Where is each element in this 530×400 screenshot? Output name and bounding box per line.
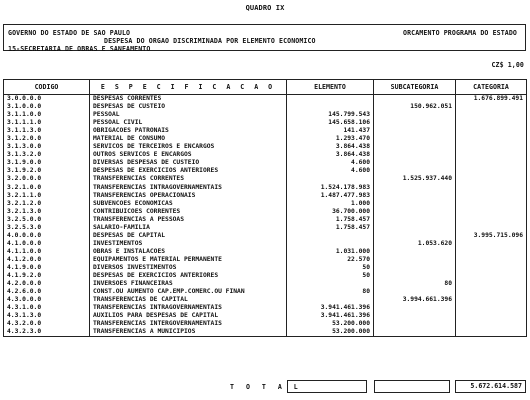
row-code: 4.3.1.3.0 (4, 312, 90, 320)
row-description: SUBVENCOES ECONOMICAS (90, 200, 287, 208)
row-elemento: 36.700.000 (287, 208, 374, 216)
row-code: 4.1.0.0.0 (4, 240, 90, 248)
row-description: TRANSFERENCIAS INTERGOVERNAMENTAIS (90, 320, 287, 328)
total-elemento-box (287, 380, 367, 393)
row-subcategoria (374, 111, 456, 119)
row-description: DESPESAS DE EXERCICIOS ANTERIORES (90, 272, 287, 280)
table-row (4, 216, 527, 224)
row-code: 4.1.2.0.0 (4, 256, 90, 264)
table-row (4, 272, 527, 280)
table-row (4, 95, 527, 104)
row-elemento: 4.600 (287, 167, 374, 175)
row-elemento: 22.570 (287, 256, 374, 264)
row-subcategoria (374, 143, 456, 151)
row-categoria (456, 256, 527, 264)
row-description: DIVERSOS INVESTIMENTOS (90, 264, 287, 272)
row-categoria (456, 240, 527, 248)
row-subcategoria (374, 135, 456, 143)
row-categoria (456, 167, 527, 175)
row-categoria (456, 127, 527, 135)
table-row (4, 143, 527, 151)
row-description: DESPESAS DE CAPITAL (90, 232, 287, 240)
row-code: 3.1.1.3.0 (4, 127, 90, 135)
row-code: 4.1.1.0.0 (4, 248, 90, 256)
row-categoria (456, 200, 527, 208)
row-code: 4.2.6.0.0 (4, 288, 90, 296)
row-elemento (287, 95, 374, 104)
table-body (4, 95, 527, 337)
table-row (4, 103, 527, 111)
column-header-especificacao: E S P E C I F I C A C A O (90, 80, 287, 95)
table-row (4, 248, 527, 256)
row-code: 4.3.2.3.0 (4, 328, 90, 337)
row-description: AUXILIOS PARA DESPESAS DE CAPITAL (90, 312, 287, 320)
table-row (4, 167, 527, 175)
row-description: SERVICOS DE TERCEIROS E ENCARGOS (90, 143, 287, 151)
row-elemento (287, 103, 374, 111)
row-subcategoria: 1.525.937.440 (374, 175, 456, 183)
row-code: 3.1.3.2.0 (4, 151, 90, 159)
row-subcategoria: 1.053.620 (374, 240, 456, 248)
table-header-row (4, 80, 527, 95)
row-subcategoria (374, 167, 456, 175)
row-description: DIVERSAS DESPESAS DE CUSTEIO (90, 159, 287, 167)
row-description: OBRIGACOES PATRONAIS (90, 127, 287, 135)
row-description: OBRAS E INSTALACOES (90, 248, 287, 256)
column-header-elemento: ELEMENTO (287, 80, 374, 95)
table-row (4, 119, 527, 127)
table-row (4, 135, 527, 143)
table-row (4, 320, 527, 328)
row-categoria (456, 216, 527, 224)
row-elemento: 3.864.438 (287, 151, 374, 159)
table-row (4, 192, 527, 200)
row-subcategoria (374, 95, 456, 104)
row-description: TRANSFERENCIAS CORRENTES (90, 175, 287, 183)
row-categoria (456, 264, 527, 272)
row-subcategoria (374, 256, 456, 264)
row-description: DESPESAS DE CUSTEIO (90, 103, 287, 111)
row-elemento (287, 240, 374, 248)
row-elemento: 145.799.543 (287, 111, 374, 119)
row-subcategoria (374, 312, 456, 320)
row-categoria (456, 224, 527, 232)
table-row (4, 224, 527, 232)
row-code: 3.1.2.0.0 (4, 135, 90, 143)
table-row (4, 288, 527, 296)
row-categoria (456, 304, 527, 312)
row-description: TRANSFERENCIAS A PESSOAS (90, 216, 287, 224)
row-elemento: 50 (287, 264, 374, 272)
total-label: T O T A L (230, 383, 302, 391)
row-categoria (456, 103, 527, 111)
row-subcategoria (374, 192, 456, 200)
row-categoria (456, 288, 527, 296)
row-subcategoria (374, 248, 456, 256)
row-code: 3.2.1.2.0 (4, 200, 90, 208)
row-subcategoria (374, 272, 456, 280)
row-description: SALARIO-FAMILIA (90, 224, 287, 232)
row-subcategoria (374, 304, 456, 312)
row-code: 3.0.0.0.0 (4, 95, 90, 104)
row-categoria: 3.995.715.096 (456, 232, 527, 240)
row-code: 3.1.0.0.0 (4, 103, 90, 111)
row-elemento: 1.293.470 (287, 135, 374, 143)
row-categoria (456, 184, 527, 192)
row-description: CONTRIBUICOES CORRENTES (90, 208, 287, 216)
row-subcategoria (374, 119, 456, 127)
row-code: 3.1.1.1.0 (4, 119, 90, 127)
row-categoria (456, 143, 527, 151)
row-description: PESSOAL (90, 111, 287, 119)
row-description: TRANSFERENCIAS A MUNICIPIOS (90, 328, 287, 337)
row-subcategoria: 3.994.661.396 (374, 296, 456, 304)
row-code: 3.1.9.2.0 (4, 167, 90, 175)
table-row (4, 175, 527, 183)
table-row (4, 200, 527, 208)
row-categoria (456, 272, 527, 280)
report-subtitle: DESPESA DO ORGAO DISCRIMINADA POR ELEMENTO ECONOMICO (104, 37, 316, 45)
row-elemento: 53.200.000 (287, 320, 374, 328)
table-row (4, 127, 527, 135)
row-subcategoria (374, 159, 456, 167)
table-row (4, 232, 527, 240)
table-row (4, 264, 527, 272)
row-categoria (456, 111, 527, 119)
row-subcategoria (374, 288, 456, 296)
row-description: TRANSFERENCIAS OPERACIONAIS (90, 192, 287, 200)
row-elemento (287, 280, 374, 288)
row-categoria (456, 151, 527, 159)
secretaria-name: 15-SECRETARIA DE OBRAS E SANEAMENTO (8, 45, 151, 53)
row-code: 3.2.1.0.0 (4, 184, 90, 192)
row-elemento: 145.658.106 (287, 119, 374, 127)
table-row (4, 184, 527, 192)
row-code: 3.2.1.3.0 (4, 208, 90, 216)
table-row (4, 280, 527, 288)
column-header-subcategoria: SUBCATEGORIA (374, 80, 456, 95)
row-description: INVESTIMENTOS (90, 240, 287, 248)
row-subcategoria (374, 232, 456, 240)
table-row (4, 208, 527, 216)
table-row (4, 151, 527, 159)
row-code: 3.1.1.0.0 (4, 111, 90, 119)
row-subcategoria (374, 208, 456, 216)
row-code: 4.0.0.0.0 (4, 232, 90, 240)
row-description: TRANSFERENCIAS INTRAGOVERNAMENTAIS (90, 304, 287, 312)
row-code: 4.3.2.0.0 (4, 320, 90, 328)
row-description: INVERSOES FINANCEIRAS (90, 280, 287, 288)
expense-table (3, 79, 527, 337)
row-subcategoria (374, 184, 456, 192)
row-subcategoria (374, 328, 456, 337)
row-categoria (456, 312, 527, 320)
row-elemento: 1.487.477.983 (287, 192, 374, 200)
row-categoria (456, 280, 527, 288)
table-row (4, 312, 527, 320)
row-elemento: 1.031.000 (287, 248, 374, 256)
row-description: DESPESAS CORRENTES (90, 95, 287, 104)
row-elemento: 1.000 (287, 200, 374, 208)
row-subcategoria (374, 127, 456, 135)
column-header-codigo: CODIGO (4, 80, 90, 95)
row-description: CONST.OU AUMENTO CAP.EMP.COMERC.OU FINAN (90, 288, 287, 296)
currency-unit: CZ$ 1,00 (491, 61, 524, 69)
row-description: MATERIAL DE CONSUMO (90, 135, 287, 143)
row-description: DESPESAS DE EXERCICIOS ANTERIORES (90, 167, 287, 175)
table-row (4, 304, 527, 312)
row-elemento: 1.758.457 (287, 216, 374, 224)
column-header-categoria: CATEGORIA (456, 80, 527, 95)
row-description: OUTROS SERVICOS E ENCARGOS (90, 151, 287, 159)
row-categoria (456, 159, 527, 167)
row-code: 3.1.9.0.0 (4, 159, 90, 167)
header-box (3, 24, 526, 51)
row-categoria: 1.676.899.491 (456, 95, 527, 104)
row-code: 3.2.0.0.0 (4, 175, 90, 183)
row-subcategoria (374, 151, 456, 159)
row-description: TRANSFERENCIAS INTRAGOVERNAMENTAIS (90, 184, 287, 192)
row-elemento (287, 232, 374, 240)
table-row (4, 328, 527, 337)
row-categoria (456, 119, 527, 127)
row-categoria (456, 248, 527, 256)
row-elemento (287, 296, 374, 304)
row-elemento: 50 (287, 272, 374, 280)
row-subcategoria: 150.962.051 (374, 103, 456, 111)
government-name: GOVERNO DO ESTADO DE SAO PAULO (8, 29, 131, 37)
table-row (4, 240, 527, 248)
row-subcategoria (374, 320, 456, 328)
row-code: 3.2.5.0.0 (4, 216, 90, 224)
row-elemento: 3.941.461.396 (287, 312, 374, 320)
row-elemento: 141.437 (287, 127, 374, 135)
row-code: 4.1.9.0.0 (4, 264, 90, 272)
row-code: 4.3.0.0.0 (4, 296, 90, 304)
row-categoria (456, 320, 527, 328)
row-code: 4.1.9.2.0 (4, 272, 90, 280)
row-subcategoria (374, 264, 456, 272)
row-description: EQUIPAMENTOS E MATERIAL PERMANENTE (90, 256, 287, 264)
row-code: 3.2.1.1.0 (4, 192, 90, 200)
total-subcategoria-box (374, 380, 450, 393)
row-elemento: 4.600 (287, 159, 374, 167)
page-title: QUADRO IX (245, 4, 285, 12)
row-code: 3.1.3.0.0 (4, 143, 90, 151)
row-elemento (287, 175, 374, 183)
row-subcategoria (374, 200, 456, 208)
row-categoria (456, 208, 527, 216)
row-code: 4.3.1.0.0 (4, 304, 90, 312)
row-elemento: 53.200.000 (287, 328, 374, 337)
budget-program-title: ORCAMENTO PROGRAMA DO ESTADO (403, 29, 517, 37)
table-row (4, 256, 527, 264)
row-elemento: 1.524.178.983 (287, 184, 374, 192)
row-categoria (456, 328, 527, 337)
row-code: 4.2.0.0.0 (4, 280, 90, 288)
row-description: PESSOAL CIVIL (90, 119, 287, 127)
row-categoria (456, 192, 527, 200)
row-categoria (456, 296, 527, 304)
row-elemento: 1.758.457 (287, 224, 374, 232)
row-categoria (456, 175, 527, 183)
table-row (4, 159, 527, 167)
row-categoria (456, 135, 527, 143)
total-value: 5.672.614.587 (455, 380, 526, 393)
table-row (4, 111, 527, 119)
row-description: TRANSFERENCIAS DE CAPITAL (90, 296, 287, 304)
row-subcategoria (374, 224, 456, 232)
row-subcategoria (374, 216, 456, 224)
row-elemento: 80 (287, 288, 374, 296)
row-code: 3.2.5.3.0 (4, 224, 90, 232)
row-subcategoria: 80 (374, 280, 456, 288)
row-elemento: 3.864.438 (287, 143, 374, 151)
table-row (4, 296, 527, 304)
row-elemento: 3.941.461.396 (287, 304, 374, 312)
